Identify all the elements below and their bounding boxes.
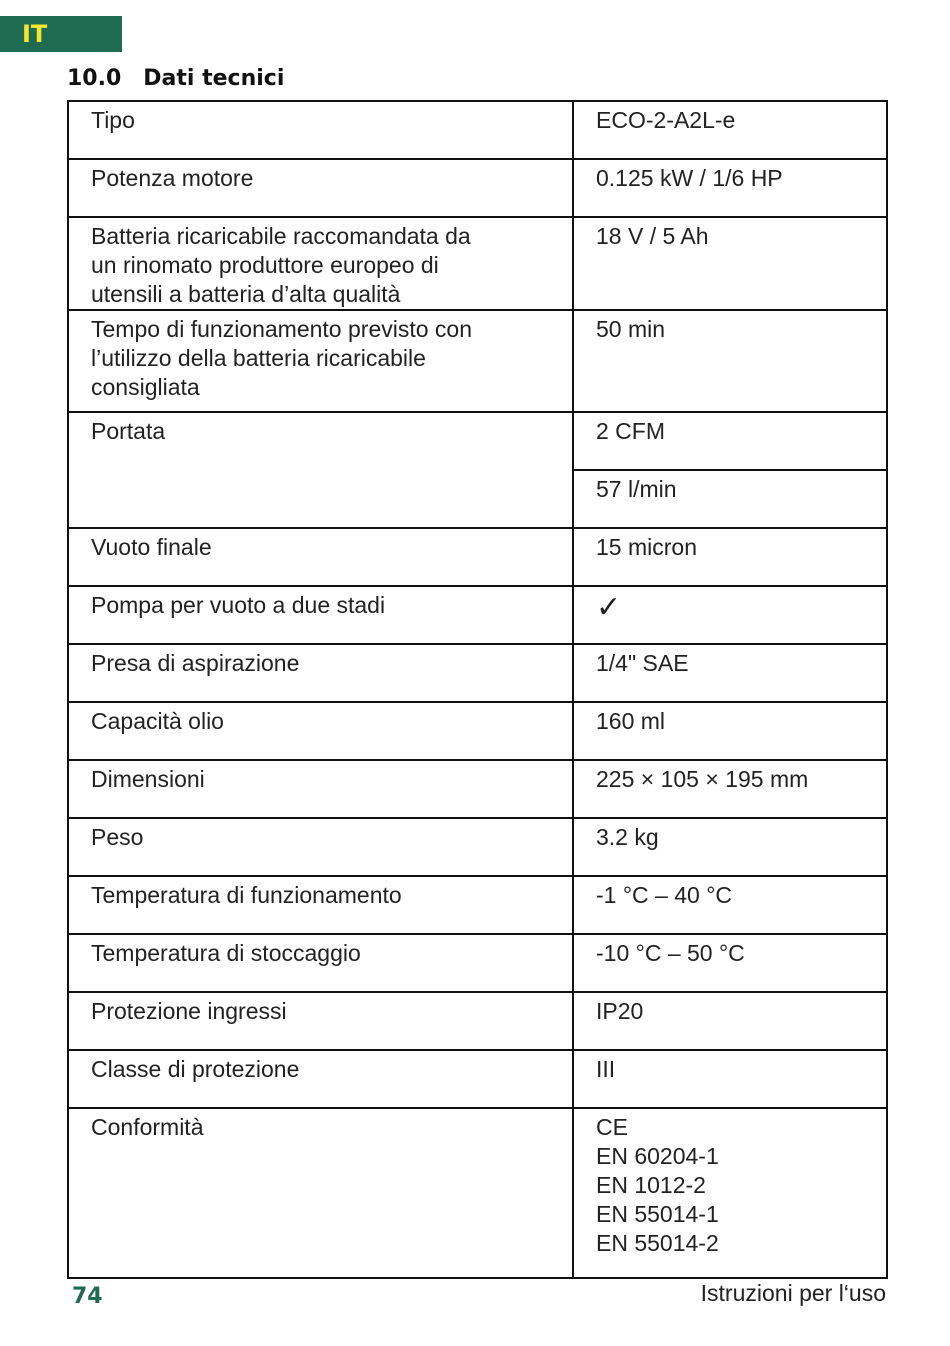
standard-item: EN 1012-2 — [596, 1172, 706, 1198]
table-row — [68, 818, 887, 876]
spec-label-line: consigliata — [91, 374, 200, 400]
table-row — [68, 1108, 887, 1278]
table-row — [68, 760, 887, 818]
section-number: 10.0 — [67, 66, 122, 91]
spec-value: 57 l/min — [573, 470, 887, 528]
table-row — [68, 310, 887, 412]
spec-value: 3.2 kg — [573, 818, 887, 876]
spec-label — [68, 217, 573, 310]
spec-value: ECO-2-A2L-e — [573, 101, 887, 159]
spec-label: Temperatura di stoccaggio — [68, 934, 573, 992]
footer-document-name: Istruzioni per l‘uso — [700, 1280, 886, 1306]
table-row — [68, 992, 887, 1050]
spec-value: 50 min — [573, 310, 887, 412]
table-row — [68, 934, 887, 992]
spec-label-line: l’utilizzo della batteria ricaricabile — [91, 345, 426, 371]
section-heading — [67, 66, 284, 91]
table-row — [68, 1050, 887, 1108]
spec-label — [68, 310, 573, 412]
spec-value — [573, 586, 887, 644]
table-row — [68, 528, 887, 586]
spec-label-line: Tempo di funzionamento previsto con — [91, 316, 472, 342]
spec-label: Peso — [68, 818, 573, 876]
spec-label: Classe di protezione — [68, 1050, 573, 1108]
spec-label: Potenza motore — [68, 159, 573, 217]
spec-value: III — [573, 1050, 887, 1108]
table-row — [68, 101, 887, 159]
spec-label-line: utensili a batteria d’alta qualità — [91, 281, 401, 307]
spec-label: Pompa per vuoto a due stadi — [68, 586, 573, 644]
spec-value: -1 °C – 40 °C — [573, 876, 887, 934]
spec-label: Conformità — [68, 1108, 573, 1278]
table-row — [68, 217, 887, 310]
table-row — [68, 644, 887, 702]
language-badge: IT — [0, 16, 122, 52]
spec-label: Vuoto finale — [68, 528, 573, 586]
spec-value: 0.125 kW / 1/6 HP — [573, 159, 887, 217]
table-row — [68, 412, 887, 470]
spec-label: Temperatura di funzionamento — [68, 876, 573, 934]
spec-value: 225 × 105 × 195 mm — [573, 760, 887, 818]
technical-data-table — [67, 100, 888, 1279]
spec-label: Dimensioni — [68, 760, 573, 818]
spec-value: IP20 — [573, 992, 887, 1050]
page-number: 74 — [72, 1284, 103, 1309]
spec-value: 18 V / 5 Ah — [573, 217, 887, 310]
spec-label: Tipo — [68, 101, 573, 159]
table-row — [68, 586, 887, 644]
spec-value: -10 °C – 50 °C — [573, 934, 887, 992]
spec-label: Portata — [68, 412, 573, 528]
spec-label: Presa di aspirazione — [68, 644, 573, 702]
table-row — [68, 876, 887, 934]
section-title: Dati tecnici — [143, 66, 285, 91]
spec-label-line: Batteria ricaricabile raccomandata da — [91, 223, 471, 249]
table-row — [68, 702, 887, 760]
spec-value: 1/4" SAE — [573, 644, 887, 702]
standard-item: CE — [596, 1114, 628, 1140]
spec-label-line: un rinomato produttore europeo di — [91, 252, 439, 278]
spec-value: 160 ml — [573, 702, 887, 760]
checkmark-icon: ✓ — [596, 591, 622, 624]
spec-value — [573, 1108, 887, 1278]
spec-value: 15 micron — [573, 528, 887, 586]
table-row — [68, 159, 887, 217]
standard-item: EN 55014-1 — [596, 1201, 719, 1227]
spec-label: Capacità olio — [68, 702, 573, 760]
standard-item: EN 55014-2 — [596, 1230, 719, 1256]
standard-item: EN 60204-1 — [596, 1143, 719, 1169]
spec-label: Protezione ingressi — [68, 992, 573, 1050]
spec-value: 2 CFM — [573, 412, 887, 470]
